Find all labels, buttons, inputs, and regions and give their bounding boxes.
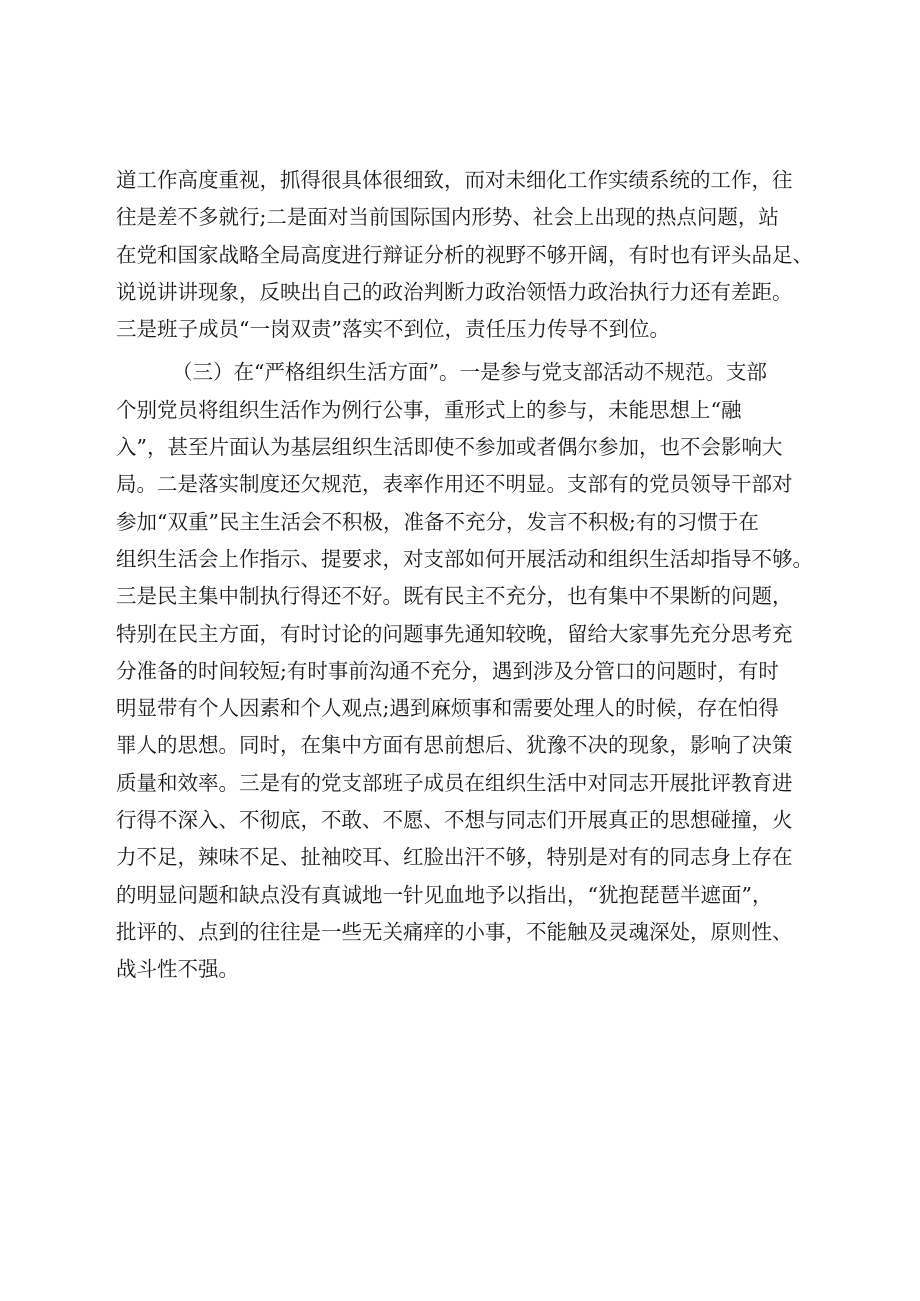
text-line: 道工作高度重视，抓得很具体很细致，而对未细化工作实绩系统的工作，往 — [116, 168, 793, 192]
text-line: 质量和效率。三是有的党支部班子成员在组织生活中对同志开展批评教育进 — [116, 770, 793, 795]
text-line: 个别党员将组织生活作为例行公事，重形式上的参与，未能思想上“融 — [116, 397, 742, 422]
text-line: 参加“双重”民主生活会不积极，准备不充分，发言不积极;有的习惯于在 — [116, 509, 759, 534]
text-line: 组织生活会上作指示、提要求，对支部如何开展活动和组织生活却指导不够。 — [116, 546, 813, 571]
text-line: 力不足，辣味不足、扯袖咬耳、红脸出汗不够，特别是对有的同志身上存在 — [116, 845, 793, 870]
text-line: 分准备的时间较短;有时事前沟通不充分，遇到涉及分管口的问题时，有时 — [116, 658, 779, 683]
text-line: 罪人的思想。同时，在集中方面有思前想后、犹豫不决的现象，影响了决策 — [116, 733, 793, 758]
text-line: 说说讲讲现象，反映出自己的政治判断力政治领悟力政治执行力还有差距。 — [116, 279, 793, 304]
text-line: 往是差不多就行;二是面对当前国际国内形势、社会上出现的热点问题，站 — [116, 205, 779, 230]
section-heading-line: （三）在“严格组织生活方面”。一是参与党支部活动不规范。支部 — [172, 360, 767, 385]
text-line: 战斗性不强。 — [116, 957, 239, 982]
text-line: 行得不深入、不彻底，不敢、不愿、不想与同志们开展真正的思想碰撞，火 — [116, 808, 793, 833]
text-line: 局。二是落实制度还欠规范，表率作用还不明显。支部有的党员领导干部对 — [116, 472, 793, 497]
text-line: 明显带有个人因素和个人观点;遇到麻烦事和需要处理人的时候，存在怕得 — [116, 696, 779, 721]
text-line: 三是班子成员“一岗双责”落实不到位，责任压力传导不到位。 — [116, 317, 670, 342]
text-line: 批评的、点到的往往是一些无关痛痒的小事，不能触及灵魂深处，原则性、 — [116, 919, 793, 944]
text-line: 特别在民主方面，有时讨论的问题事先通知较晚，留给大家事先充分思考充 — [116, 621, 793, 646]
text-line: 的明显问题和缺点没有真诚地一针见血地予以指出，“犹抱琵琶半遮面”， — [116, 882, 773, 907]
text-line: 三是民主集中制执行得还不好。既有民主不充分，也有集中不果断的问题， — [116, 584, 793, 609]
document-body — [116, 162, 846, 989]
text-line: 在党和国家战略全局高度进行辩证分析的视野不够开阔，有时也有评头品足、 — [116, 242, 813, 267]
text-line: 入”，甚至片面认为基层组织生活即使不参加或者偶尔参加，也不会影响大 — [116, 435, 783, 460]
